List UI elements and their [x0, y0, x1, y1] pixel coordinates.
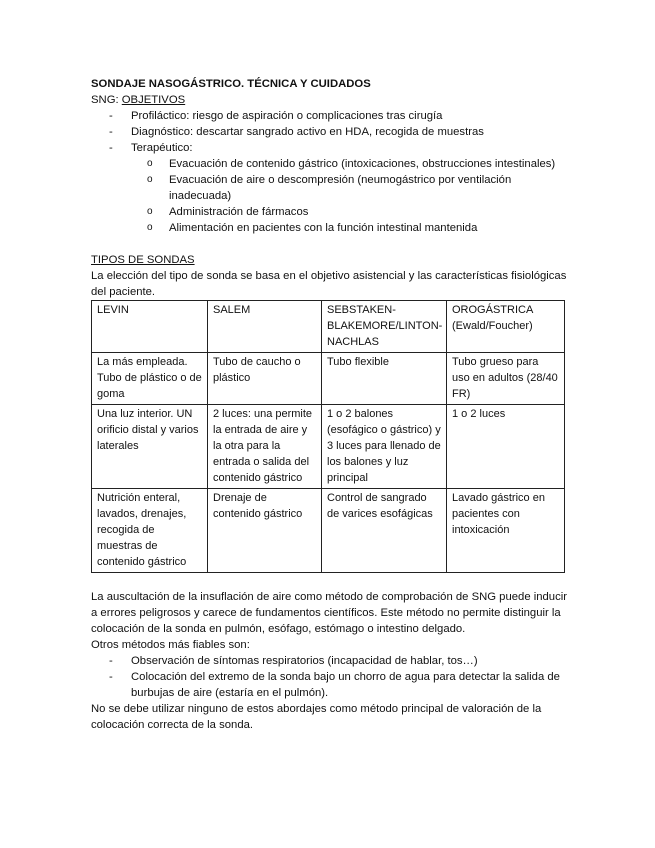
table-header-row — [92, 301, 565, 353]
conclusion-paragraph: No se debe utilizar ninguno de estos abordajes como método principal de valoración de la colocación correcta de la sonda. — [91, 703, 542, 731]
tipos-heading: TIPOS DE SONDAS — [91, 254, 195, 266]
tipos-table — [91, 300, 565, 573]
list-item: - Profiláctico: riesgo de aspiración o complicaciones tras cirugía — [109, 108, 571, 124]
table-cell: Una luz interior. UN orificio distal y varios laterales — [92, 405, 208, 489]
header-cell: OROGÁSTRICA (Ewald/Foucher) — [447, 301, 565, 353]
table-cell: La más empleada. Tubo de plástico o de goma — [92, 353, 208, 405]
table-row — [92, 405, 565, 489]
header-cell: SEBSTAKEN-BLAKEMORE/LINTON-NACHLAS — [322, 301, 447, 353]
list-item: o Administración de fármacos — [147, 204, 571, 220]
objetivos-label: OBJETIVOS — [121, 94, 186, 106]
tipos-intro: La elección del tipo de sonda se basa en el objetivo asistencial y las características fisiológicas del paciente. — [91, 270, 567, 298]
otros-list — [91, 653, 571, 701]
objetivos-list — [91, 108, 571, 236]
table-row — [92, 353, 565, 405]
table-cell: Tubo flexible — [322, 353, 447, 405]
list-item — [109, 140, 571, 236]
otros-label: Otros métodos más fiables son: — [91, 639, 250, 651]
terapeutico-label: Terapéutico: — [131, 142, 193, 154]
list-item: o Evacuación de aire o descompresión (neumogástrico por ventilación inadecuada) — [147, 172, 571, 204]
terapeutico-list — [131, 156, 571, 236]
list-item: - Colocación del extremo de la sonda bajo un chorro de agua para detectar la salida de burbujas de aire (estaría en el pulmón). — [109, 669, 571, 701]
table-cell: Tubo grueso para uso en adultos (28/40 FR) — [447, 353, 565, 405]
table-cell: 2 luces: una permite la entrada de aire y la otra para la entrada o salida del contenido gástrico — [208, 405, 322, 489]
list-item: - Observación de síntomas respiratorios (incapacidad de hablar, tos…) — [109, 653, 571, 669]
sng-prefix: SNG: — [91, 94, 122, 106]
table-cell: Drenaje de contenido gástrico — [208, 489, 322, 573]
table-cell: Tubo de caucho o plástico — [208, 353, 322, 405]
header-cell: SALEM — [208, 301, 322, 353]
table-cell: 1 o 2 balones (esofágico o gástrico) y 3 luces para llenado de los balones y luz principal — [322, 405, 447, 489]
auscultacion-paragraph: La auscultación de la insuflación de aire como método de comprobación de SNG puede inducir a errores peligrosos y carece de fundamentos científicos. Este método no permite distinguir la colocación de la sonda en pulmón, esófago, estómago o intestino delgado. — [91, 591, 568, 635]
list-item: - Diagnóstico: descartar sangrado activo en HDA, recogida de muestras — [109, 124, 571, 140]
list-item: o Alimentación en pacientes con la función intestinal mantenida — [147, 220, 571, 236]
table-cell: Lavado gástrico en pacientes con intoxicación — [447, 489, 565, 573]
table-cell: Nutrición enteral, lavados, drenajes, recogida de muestras de contenido gástrico — [92, 489, 208, 573]
table-row — [92, 489, 565, 573]
header-cell: LEVIN — [92, 301, 208, 353]
list-item: o Evacuación de contenido gástrico (intoxicaciones, obstrucciones intestinales) — [147, 156, 571, 172]
objetivos-heading — [91, 92, 571, 108]
document-page — [91, 76, 571, 733]
table-cell: 1 o 2 luces — [447, 405, 565, 489]
table-cell: Control de sangrado de varices esofágicas — [322, 489, 447, 573]
document-title: SONDAJE NASOGÁSTRICO. TÉCNICA Y CUIDADOS — [91, 78, 371, 90]
